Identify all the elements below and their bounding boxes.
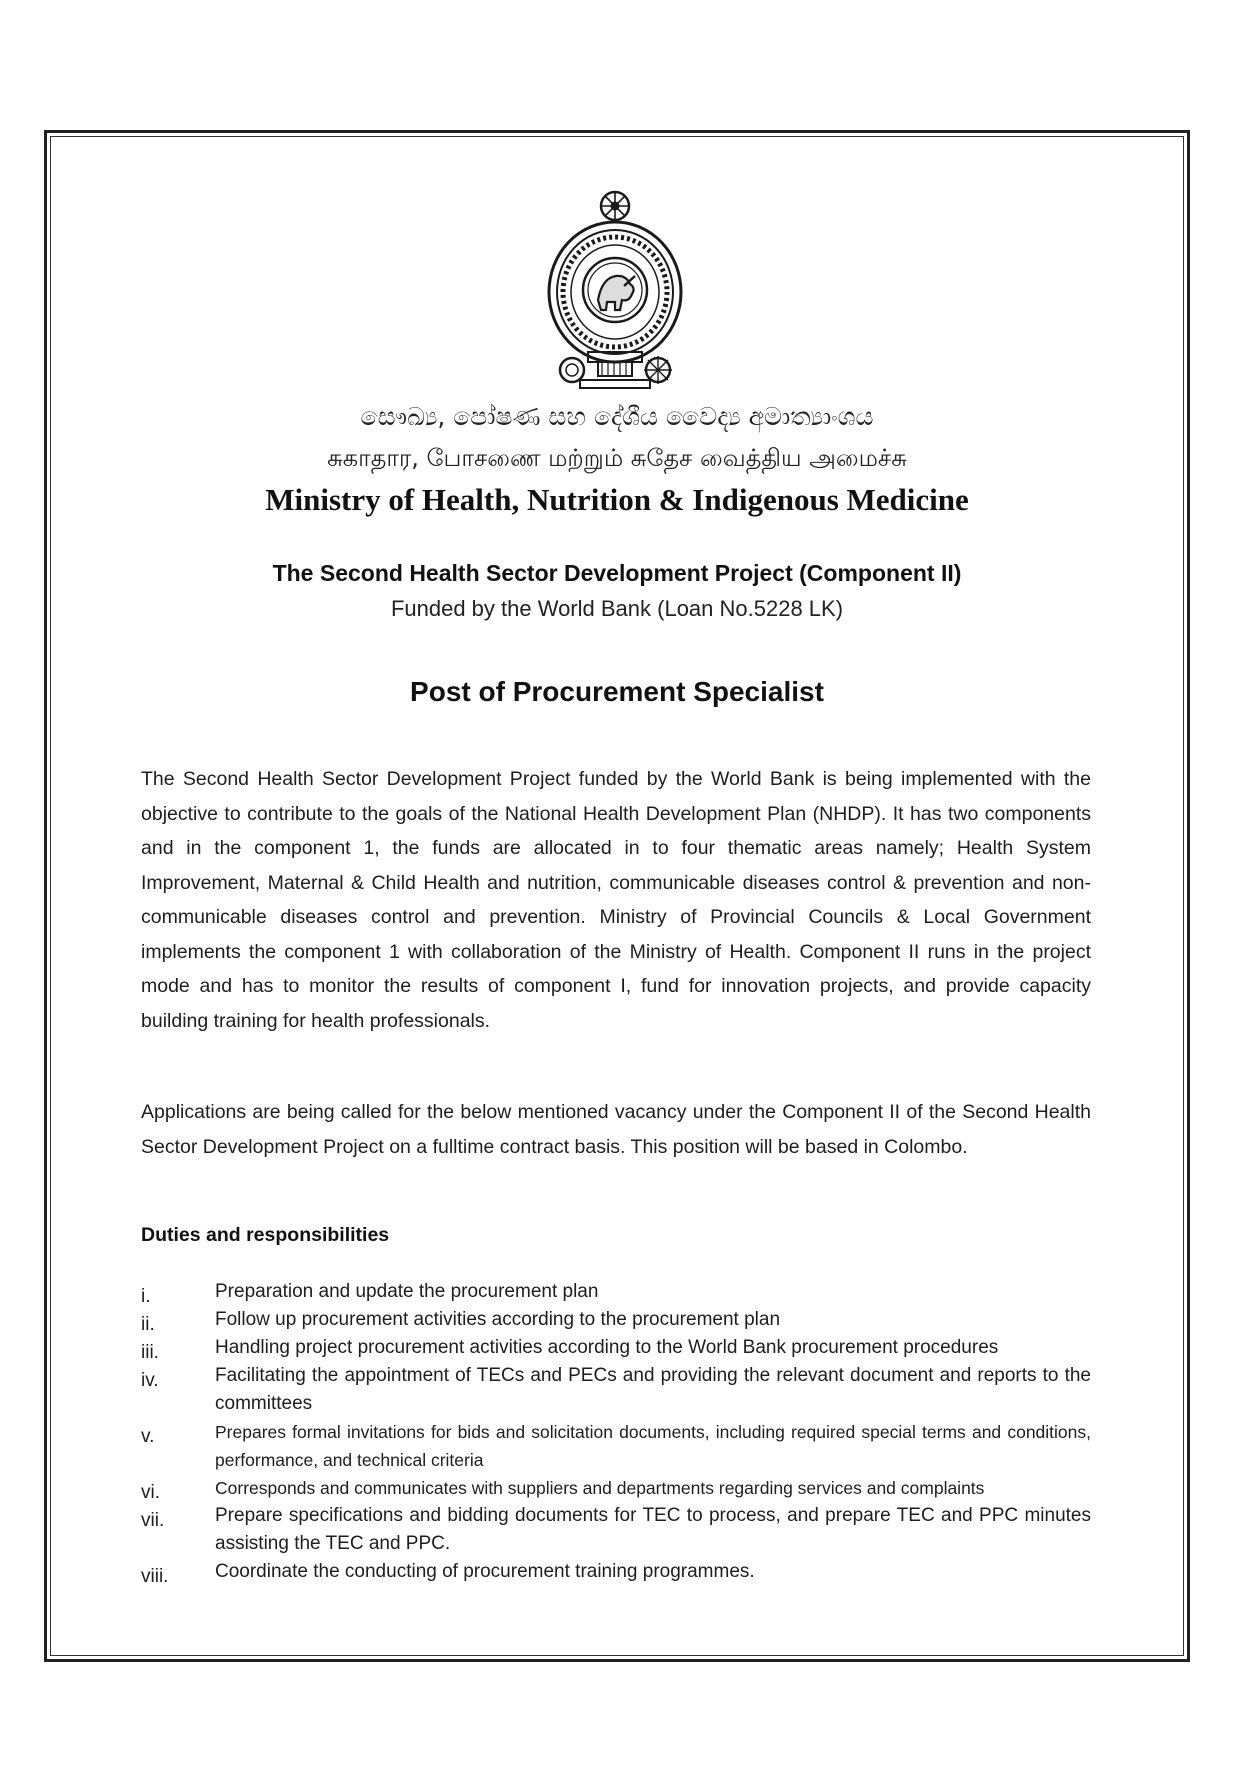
list-item-number: v. xyxy=(141,1426,155,1447)
list-item xyxy=(141,1558,1091,1586)
list-item-text: Handling project procurement activities according to the World Bank procurement procedures xyxy=(215,1337,999,1358)
list-item-text: Follow up procurement activities according to the procurement plan xyxy=(215,1309,781,1330)
ministry-title-sinhala: සෞඛ්‍ය, පෝෂණ සහ දේශීය වෛද්‍ය අමාත්‍යාංශය xyxy=(360,402,874,431)
post-title: Post of Procurement Specialist xyxy=(410,676,824,707)
intro-paragraph: The Second Health Sector Development Project funded by the World Bank is being implemented with the objective to contribute to the goals of the National Health Development Plan (NHDP). It has two components and in the component 1, the funds are allocated in to four thematic areas namely; Health System Improvement, Maternal & Child Health and nutrition, communicable diseases control & prevention and non-communicable diseases control and prevention. Ministry of Provincial Councils & Local Government implements the component 1 with collaboration of the Ministry of Health. Component II runs in the project mode and has to monitor the results of component I, fund for innovation projects, and provide capacity building training for health professionals. xyxy=(141,768,1091,1032)
list-item-text: Prepare specifications and bidding documents for TEC to process, and prepare TEC and PPC minutes assisting the TEC and PPC. xyxy=(215,1505,1091,1554)
list-item xyxy=(141,1362,1091,1418)
list-item xyxy=(141,1418,1091,1474)
list-item xyxy=(141,1502,1091,1558)
duties-heading: Duties and responsibilities xyxy=(141,1224,390,1246)
list-item-number: ii. xyxy=(141,1314,155,1335)
sri-lanka-emblem-icon xyxy=(540,180,690,398)
list-item-number: iv. xyxy=(141,1370,159,1391)
ministry-title-english: Ministry of Health, Nutrition & Indigenous Medicine xyxy=(265,482,969,517)
list-item-text: Facilitating the appointment of TECs and PECs and providing the relevant document and reports to the committees xyxy=(215,1365,1091,1414)
duties-list xyxy=(141,1278,1091,1586)
project-funding: Funded by the World Bank (Loan No.5228 LK) xyxy=(390,596,844,621)
list-item-number: vii. xyxy=(141,1510,165,1531)
ministry-title-tamil: சுகாதார, போசணை மற்றும் சுதேச வைத்திய அமைச்சு xyxy=(327,444,907,472)
list-item xyxy=(141,1306,1091,1334)
list-item-text: Prepares formal invitations for bids and solicitation documents, including required special terms and conditions, performance, and technical criteria xyxy=(215,1422,1091,1470)
project-title: The Second Health Sector Development Project (Component II) xyxy=(272,560,962,586)
application-paragraph: Applications are being called for the below mentioned vacancy under the Component II of the Second Health Sector Development Project on a fulltime contract basis. This position will be based in Colombo. xyxy=(141,1101,1091,1158)
list-item xyxy=(141,1278,1091,1306)
list-item-number: iii. xyxy=(141,1342,159,1363)
list-item-text: Corresponds and communicates with suppliers and departments regarding services and complaints xyxy=(215,1478,985,1498)
list-item xyxy=(141,1474,1091,1502)
list-item-number: vi. xyxy=(141,1482,160,1503)
list-item xyxy=(141,1334,1091,1362)
list-item-text: Preparation and update the procurement plan xyxy=(215,1281,599,1302)
list-item-number: viii. xyxy=(141,1566,169,1587)
list-item-number: i. xyxy=(141,1286,151,1307)
list-item-text: Coordinate the conducting of procurement training programmes. xyxy=(215,1561,755,1582)
